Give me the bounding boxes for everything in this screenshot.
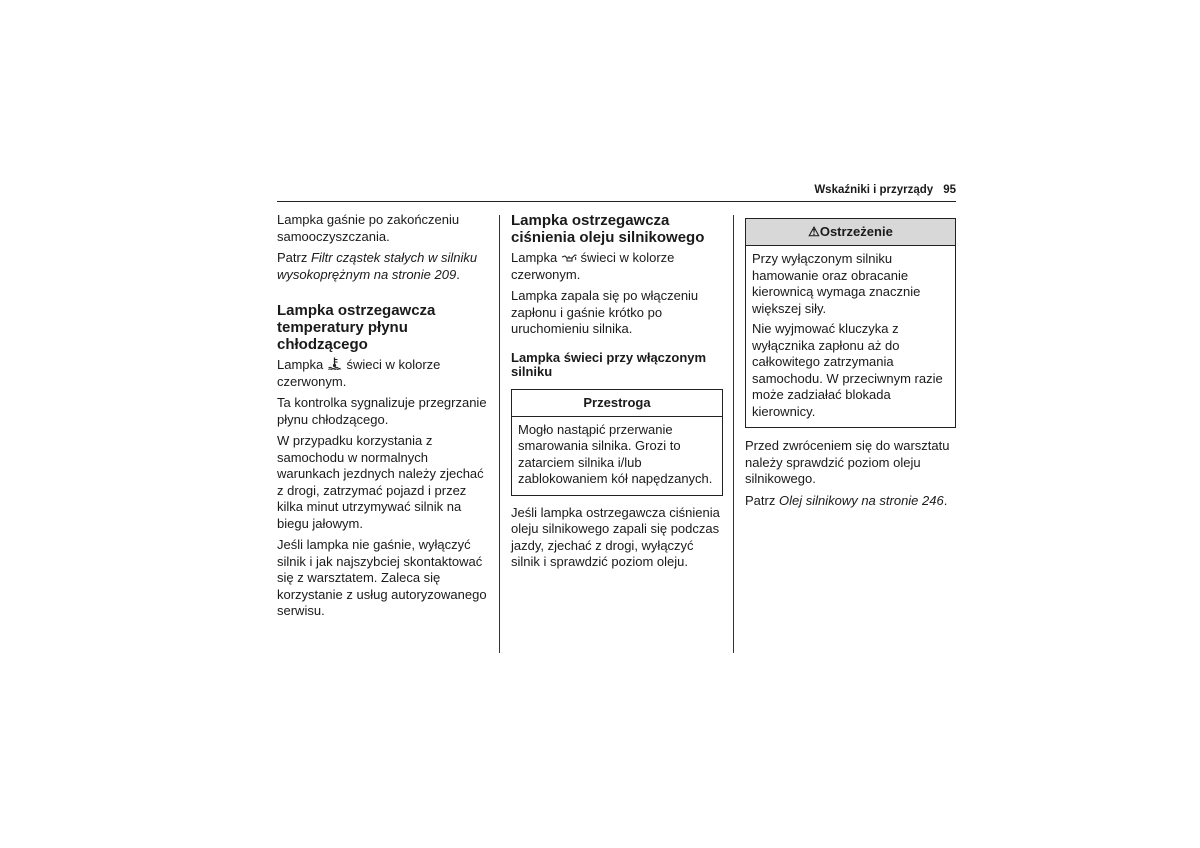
cross-reference-link[interactable]: Olej silnikowy na stronie 246 — [778, 492, 944, 508]
warning-box — [745, 218, 956, 428]
page-number: 95 — [943, 184, 956, 196]
paragraph: Jeśli lampka nie gaśnie, wyłączyć silnik i jak najszybciej skontaktować się z warsztatem. Zaleca się korzystanie z usług autoryzowanego serwisu. — [277, 537, 487, 618]
cross-reference: Patrz Filtr cząstek stałych w silniku wysokoprężnym na stronie 209. — [277, 250, 478, 282]
paragraph: Lampka gaśnie po zakończeniu samooczyszczania. — [277, 212, 460, 244]
oil-pressure-icon — [561, 250, 577, 267]
warning-icon: ⚠ — [808, 224, 820, 239]
warning-text: Przy wyłączonym silniku hamowanie oraz obracanie kierownicą wymaga znacznie większej siły. — [752, 251, 921, 316]
paragraph: Jeśli lampka ostrzegawcza ciśnienia oleju silnikowego zapali się podczas jazdy, zjechać z drogi, wyłączyć silnik i sprawdzić poziom oleju. — [511, 504, 720, 569]
subsection-heading: Lampka świeci przy włączonym silniku — [511, 349, 707, 379]
caution-box — [511, 389, 723, 496]
paragraph: Przed zwróceniem się do warsztatu należy sprawdzić poziom oleju silnikowego. — [745, 438, 950, 486]
column-3 — [745, 218, 956, 514]
caution-text: Mogło nastąpić przerwanie smarowania silnika. Grozi to zatarciem silnika i/lub zablokowaniem kół napędzanych. — [518, 421, 713, 486]
paragraph: Lampka zapala się po włączeniu zapłonu i gaśnie krótko po uruchomieniu silnika. — [511, 288, 699, 336]
caution-title: Przestroga — [512, 390, 722, 417]
caution-body — [512, 417, 722, 495]
column-divider-2 — [733, 215, 734, 653]
paragraph: Lampka świeci w kolorze czerwonym. — [511, 250, 675, 282]
page-header — [745, 184, 956, 196]
column-1 — [277, 212, 489, 625]
coolant-temperature-icon — [327, 357, 343, 374]
section-heading: Lampka ostrzegawcza temperatury płynu chłodzącego — [277, 302, 436, 353]
paragraph: Lampka świeci w kolorze czerwonym. — [277, 357, 441, 389]
cross-reference: Patrz Olej silnikowy na stronie 246. — [745, 492, 948, 508]
column-divider-1 — [499, 215, 500, 653]
paragraph: Ta kontrolka sygnalizuje przegrzanie płynu chłodzącego. — [277, 395, 487, 427]
warning-body — [746, 246, 955, 427]
section-heading: Lampka ostrzegawcza ciśnienia oleju silnikowego — [511, 212, 705, 246]
warning-title: ⚠Ostrzeżenie — [746, 219, 955, 246]
header-rule — [277, 201, 956, 202]
warning-text: Nie wyjmować kluczyka z wyłącznika zapłonu aż do całkowitego zatrzymania samochodu. W przeciwnym razie może zadziałać blokada kierownicy. — [752, 321, 943, 419]
paragraph: W przypadku korzystania z samochodu w normalnych warunkach jezdnych należy zjechać z drogi, zatrzymać pojazd i przez kilka minut utrzymywać silnik na biegu jałowym. — [277, 433, 484, 531]
column-2 — [511, 212, 723, 576]
cross-reference-link[interactable]: Filtr cząstek stałych w silniku wysokoprężnym na stronie 209 — [277, 250, 478, 282]
section-title: Wskaźniki i przyrządy — [814, 184, 934, 196]
